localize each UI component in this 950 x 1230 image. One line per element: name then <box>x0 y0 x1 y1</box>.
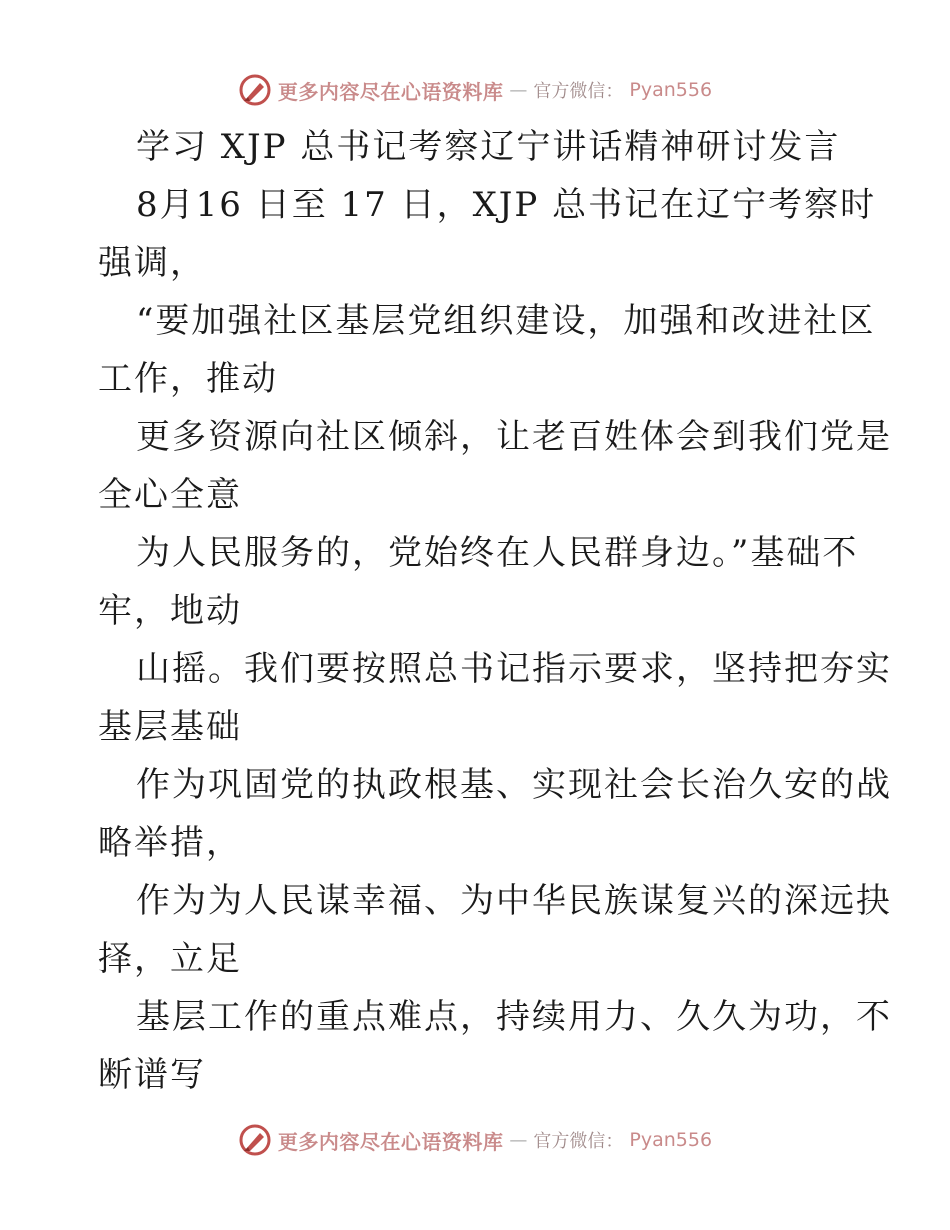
text-line: 8月16 日至 17 日，XJP 总书记在辽宁考察时 <box>136 185 877 225</box>
header-wechat-id: Pyan556 <box>629 79 713 101</box>
footer-banner <box>0 1120 950 1160</box>
text-line: 作为巩固党的执政根基、实现社会长治久安的战 <box>136 765 892 805</box>
footer-wechat-label: 官方微信： <box>533 1131 624 1152</box>
text-line: 强调， <box>98 243 206 283</box>
pen-logo-icon <box>238 1123 272 1157</box>
text-line: 作为为人民谋幸福、为中华民族谋复兴的深远抉 <box>136 881 892 921</box>
footer-wechat-id: Pyan556 <box>629 1129 713 1151</box>
text-line: 略举措， <box>98 823 242 863</box>
text-line: 基层基础 <box>98 707 242 747</box>
header-separator: — <box>509 79 528 101</box>
footer-brand-text: 更多内容尽在心语资料库 <box>277 1129 504 1154</box>
text-line: 牢，地动 <box>98 591 242 631</box>
text-line: 山摇。我们要按照总书记指示要求，坚持把夯实 <box>136 649 892 689</box>
header-banner <box>0 70 950 110</box>
header-wechat-label: 官方微信： <box>533 81 624 102</box>
text-line: 基层工作的重点难点，持续用力、久久为功，不 <box>136 997 892 1037</box>
text-line: 更多资源向社区倾斜，让老百姓体会到我们党是 <box>136 417 892 457</box>
text-line: 择，立足 <box>98 939 242 979</box>
text-line: 工作，推动 <box>98 359 278 399</box>
text-line: 为人民服务的，党始终在人民群身边。”基础不 <box>136 533 859 573</box>
document-title: 学习 XJP 总书记考察辽宁讲话精神研讨发言 <box>136 127 841 167</box>
header-brand-text: 更多内容尽在心语资料库 <box>277 79 504 104</box>
text-line: 全心全意 <box>98 475 242 515</box>
text-line: “要加强社区基层党组织建设，加强和改进社区 <box>136 301 876 341</box>
document-body <box>98 118 892 1104</box>
text-line: 断谱写 <box>98 1055 206 1095</box>
footer-separator: — <box>509 1129 528 1151</box>
pen-logo-icon <box>238 73 272 107</box>
